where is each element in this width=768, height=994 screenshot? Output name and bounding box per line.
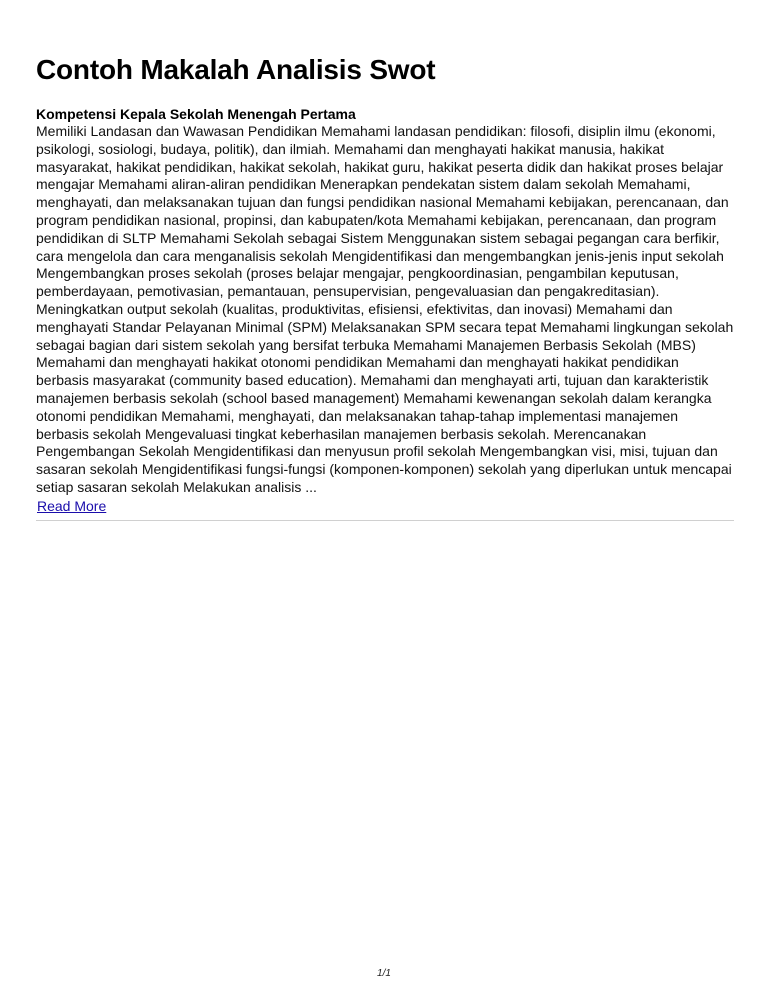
divider	[36, 520, 734, 521]
document-page	[36, 52, 734, 521]
page-number: 1/1	[377, 968, 391, 979]
article-body: Memiliki Landasan dan Wawasan Pendidikan Memahami landasan pendidikan: filosofi, disiplin ilmu (ekonomi, psikologi, sosiologi, budaya, politik), dan ilmiah. Memahami dan menghayati hakikat manusia, hakikat masyarakat, hakikat pendidikan, hakikat sekolah, hakikat guru, hakikat peserta didik dan hakikat proses belajar mengajar Memahami aliran-aliran pendidikan Menerapkan pendekatan sistem dalam sekolah Memahami, menghayati, dan melaksanakan tujuan dan fungsi pendidikan nasional Memahami kebijakan, perencanaan, dan program pendidikan nasional, propinsi, dan kabupaten/kota Memahami kebijakan, perencanaan, dan program pendidikan di SLTP Memahami Sekolah sebagai Sistem Menggunakan sistem sebagai pegangan cara berfikir, cara mengelola dan cara menganalisis sekolah Mengidentifikasi dan mengembangkan jenis-jenis input sekolah Mengembangkan proses sekolah (proses belajar mengajar, pengkoordinasian, pengambilan keputusan, pemberdayaan, pemotivasian, pemantauan, pensupervisian, pengevaluasian dan pengakreditasian). Meningkatkan output sekolah (kualitas, produktivitas, efisiensi, efektivitas, dan inovasi) Memahami dan menghayati Standar Pelayanan Minimal (SPM) Melaksanakan SPM secara tepat Memahami lingkungan sekolah sebagai bagian dari sistem sekolah yang bersifat terbuka Memahami Manajemen Berbasis Sekolah (MBS) Memahami dan menghayati hakikat otonomi pendidikan Memahami dan menghayati hakikat pendidikan berbasis masyarakat (community based education). Memahami dan menghayati arti, tujuan dan karakteristik manajemen berbasis sekolah (school based management) Memahami kewenangan sekolah dalam kerangka otonomi pendidikan Memahami, menghayati, dan melaksanakan tahap-tahap implementasi manajemen berbasis sekolah Mengevaluasi tingkat keberhasilan manajemen berbasis sekolah. Merencanakan Pengembangan Sekolah Mengidentifikasi dan menyusun profil sekolah Mengembangkan visi, misi, tujuan dan sasaran sekolah Mengidentifikasi fungsi-fungsi (komponen-komponen) sekolah yang diperlukan untuk mencapai setiap sasaran sekolah Melakukan analisis ...	[36, 123, 734, 495]
page-title: Contoh Makalah Analisis Swot	[36, 54, 436, 85]
article-entry	[36, 106, 734, 521]
read-more-link[interactable]: Read More	[37, 497, 107, 514]
article-title: Kompetensi Kepala Sekolah Menengah Pertama	[36, 106, 356, 122]
